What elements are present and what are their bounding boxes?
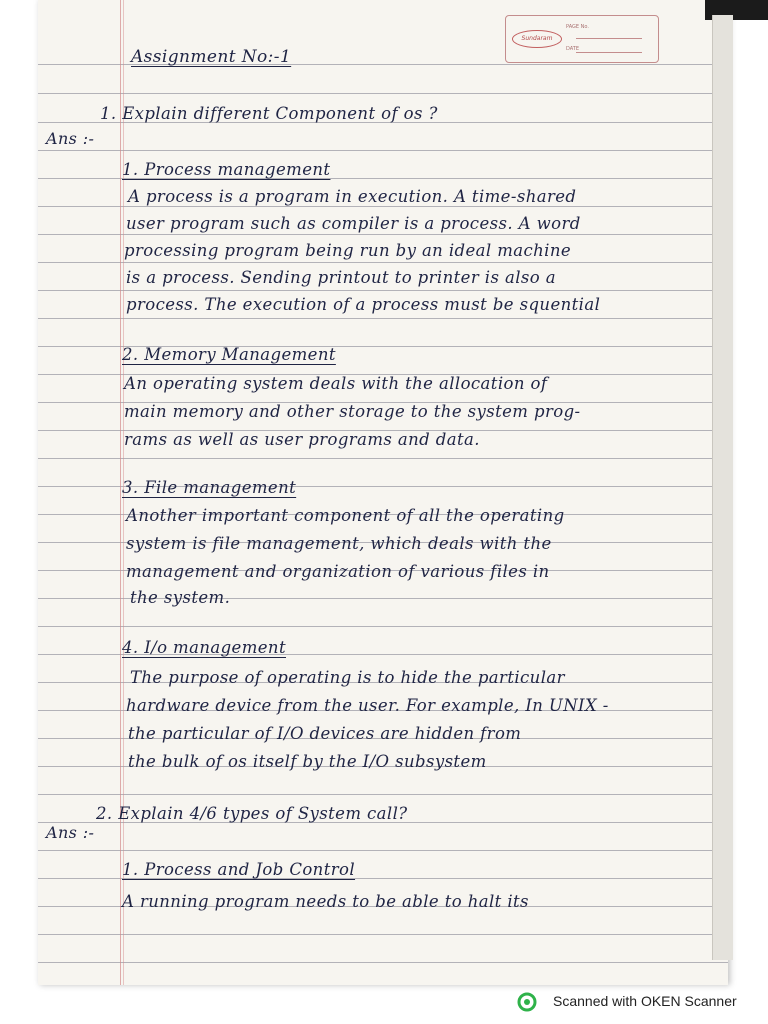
text-line: hardware device from the user. For example, In UNIX -	[126, 696, 609, 715]
question-1: 1. Explain different Component of os ?	[100, 104, 438, 123]
answer-label-1: Ans :-	[46, 129, 95, 148]
date-label: DATE	[566, 46, 580, 52]
section-heading-file-management: 3. File management	[122, 478, 297, 497]
text-line: A process is a program in execution. A time-shared	[128, 187, 577, 206]
text-line: the particular of I/O devices are hidden from	[128, 724, 522, 743]
text-line: management and organization of various files in	[126, 562, 550, 581]
notebook-page	[38, 0, 728, 985]
page-number-label: PAGE No.	[566, 24, 589, 30]
section-heading-memory-management: 2. Memory Management	[122, 345, 336, 364]
text-line: process. The execution of a process must be squential	[126, 295, 601, 314]
text-line: processing program being run by an ideal machine	[124, 241, 572, 260]
text-line: the bulk of os itself by the I/O subsystem	[128, 752, 487, 771]
scanner-logo-icon	[517, 992, 537, 1012]
section-heading-io-management: 4. I/o management	[122, 638, 286, 657]
scanner-watermark-text: Scanned with OKEN Scanner	[553, 993, 737, 1009]
section-heading-process-job-control: 1. Process and Job Control	[122, 860, 356, 879]
text-line: Another important component of all the operating	[126, 506, 565, 525]
scanner-footer	[517, 991, 767, 1013]
text-line: The purpose of operating is to hide the particular	[130, 668, 565, 687]
text-line: rams as well as user programs and data.	[124, 430, 480, 449]
text-line: An operating system deals with the allocation of	[124, 374, 548, 393]
assignment-title: Assignment No:-1	[131, 47, 292, 67]
text-line: A running program needs to be able to halt its	[122, 892, 529, 911]
section-heading-process-management: 1. Process management	[122, 160, 331, 179]
text-line: is a process. Sending printout to printer is also a	[126, 268, 556, 287]
question-2: 2. Explain 4/6 types of System call?	[96, 804, 408, 823]
text-line: main memory and other storage to the system prog-	[124, 402, 581, 421]
brand-logo: Sundaram	[512, 30, 562, 48]
text-line: user program such as compiler is a process. A word	[126, 214, 581, 233]
text-line: system is file management, which deals with the	[126, 534, 552, 553]
page-edge	[712, 15, 733, 960]
answer-label-2: Ans :-	[46, 823, 95, 842]
body-text-clip	[38, 0, 710, 985]
text-line: the system.	[130, 588, 231, 607]
